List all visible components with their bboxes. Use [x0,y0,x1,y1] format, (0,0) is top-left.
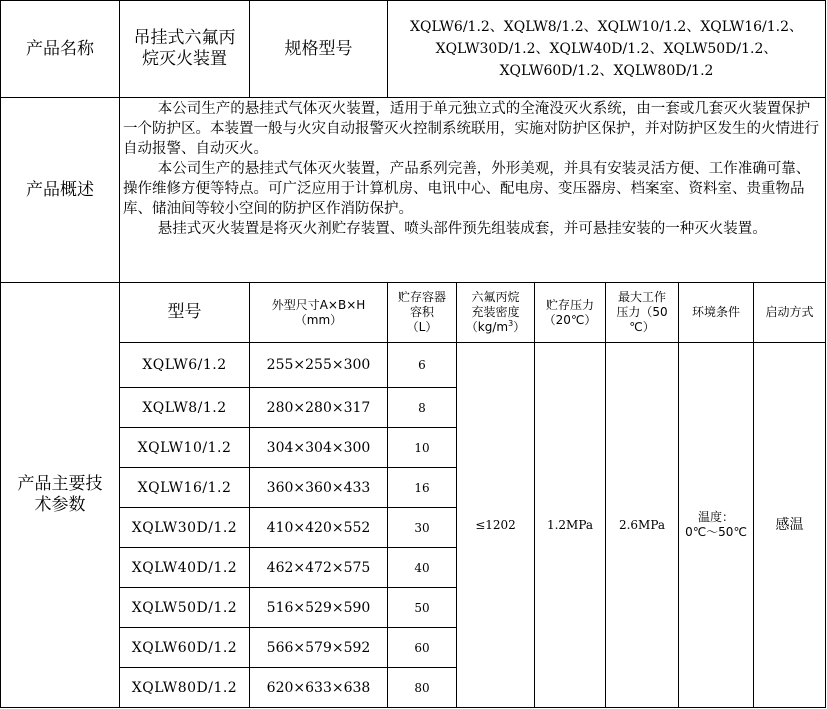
header-pressure-line-1: 贮存压力 [545,297,594,312]
row-dimensions: 620×633×638 [250,668,388,708]
product-name-row [1,1,826,98]
header-dimensions-line-2: （mm） [294,312,343,327]
header-model: 型号 [120,283,250,343]
shared-max-pressure: 2.6MPa [606,343,679,708]
row-dimensions: 255×255×300 [250,343,388,388]
header-max-pressure [606,283,679,343]
shared-environment [679,343,754,708]
header-max-pressure-line-1: 最大工作 [617,290,666,304]
row-model: XQLW10/1.2 [120,428,250,468]
row-dimensions: 566×579×592 [250,628,388,668]
row-dimensions: 280×280×317 [250,388,388,428]
row-model: XQLW50D/1.2 [120,588,250,628]
header-max-pressure-line-2: 压力（50 [616,305,668,319]
header-density-line-3 [457,320,534,335]
row-volume: 80 [388,668,457,708]
shared-environment-line-2: 0℃～50℃ [685,525,747,539]
model-list-line-2: XQLW30D/1.2、XQLW40D/1.2、XQLW50D/1.2、 [435,41,778,57]
header-start-mode: 启动方式 [754,283,826,343]
model-list-line-3: XQLW60D/1.2、XQLW80D/1.2 [499,63,714,79]
row-volume: 8 [388,388,457,428]
shared-start-mode: 感温 [754,343,826,708]
row-dimensions: 462×472×575 [250,548,388,588]
row-model: XQLW16/1.2 [120,468,250,508]
overview-paragraph-1: 本公司生产的悬挂式气体灭火装置，适用于单元独立式的全淹没灭火系统，由一套或几套灭火装置保护一个防护区。本装置一般与火灾自动报警灭火控制系统联用，实施对防护区保护，并对防护区发生的火情进行自动报警、自动灭火。 [123,101,819,157]
model-list [388,1,826,98]
model-list-line-1: XQLW6/1.2、XQLW8/1.2、XQLW10/1.2、XQLW16/1.2、 [410,19,804,35]
header-environment: 环境条件 [679,283,754,343]
row-volume: 30 [388,508,457,548]
row-model: XQLW30D/1.2 [120,508,250,548]
shared-environment-line-1: 温度： [697,510,734,524]
header-density-unit: （kg/m [465,320,509,334]
row-volume: 10 [388,428,457,468]
row-model: XQLW60D/1.2 [120,628,250,668]
product-name-label: 产品名称 [1,1,120,98]
row-dimensions: 516×529×590 [250,588,388,628]
header-pressure-line-2: （20℃） [543,312,597,327]
row-volume: 6 [388,343,457,388]
header-density [457,283,535,343]
header-pressure [535,283,606,343]
header-volume [388,283,457,343]
product-name-line-1: 吊挂式六氟丙 [133,28,236,48]
row-model: XQLW80D/1.2 [120,668,250,708]
row-dimensions: 410×420×552 [250,508,388,548]
product-name-line-2: 烷灭火装置 [142,49,227,69]
spec-header-row [1,283,826,343]
overview-paragraph-2: 本公司生产的悬挂式气体灭火装置，产品系列完善，外形美观，并具有安装灵活方便、工作准确可靠、操作维修方便等特点。可广泛应用于计算机房、电讯中心、配电房、变压器房、档案室、资料室、贵重物品库、储油间等较小空间的防护区作消防保护。 [123,161,811,217]
row-volume: 60 [388,628,457,668]
specs-label-line-1: 产品主要技 [17,474,103,494]
product-name-value [120,1,250,98]
specs-label [1,283,120,708]
header-density-line-1: 六氟丙烷 [471,290,520,304]
overview-paragraph-3: 悬挂式灭火装置是将灭火剂贮存装置、喷头部件预先组装成套，并可悬挂安装的一种灭火装置。 [157,221,767,237]
shared-pressure: 1.2MPa [535,343,606,708]
row-volume: 50 [388,588,457,628]
header-density-close: ） [513,320,526,334]
overview-row [1,98,826,283]
table-row [1,343,826,388]
row-model: XQLW8/1.2 [120,388,250,428]
specs-label-line-2: 术参数 [34,495,86,515]
row-model: XQLW6/1.2 [120,343,250,388]
header-dimensions-line-1: 外型尺寸A×B×H [271,297,366,312]
header-volume-line-3: （L） [406,320,438,334]
overview-text [120,98,826,283]
row-dimensions: 304×304×300 [250,428,388,468]
header-dimensions [250,283,388,343]
header-density-line-2: 充装密度 [471,305,520,319]
header-volume-line-2: 容积 [409,305,434,319]
row-dimensions: 360×360×433 [250,468,388,508]
overview-label: 产品概述 [1,98,120,283]
row-volume: 16 [388,468,457,508]
header-volume-line-1: 贮存容器 [397,290,446,304]
row-volume: 40 [388,548,457,588]
model-label: 规格型号 [250,1,388,98]
row-model: XQLW40D/1.2 [120,548,250,588]
shared-density: ≤1202 [457,343,535,708]
header-density-sup: 3 [508,319,514,328]
header-max-pressure-line-3: ℃） [629,320,655,334]
